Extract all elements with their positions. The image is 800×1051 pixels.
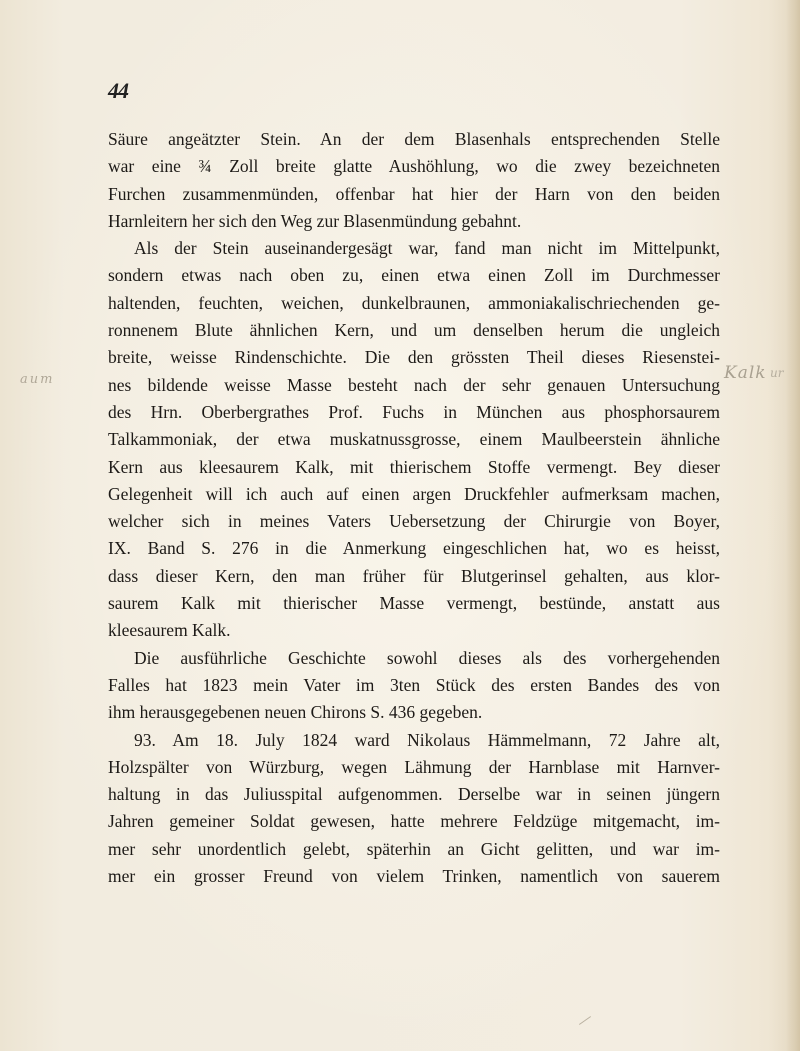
text-line: nes bildende weisse Masse besteht nach der sehr genauen Untersuchung: [108, 374, 720, 395]
text-line: ronnenem Blute ähnlichen Kern, und um denselben herum die ungleich: [108, 320, 720, 341]
text-line: Holzspälter von Würzburg, wegen Lähmung der Harnblase mit Harnver-: [108, 756, 720, 777]
body-text: [108, 126, 720, 890]
text-line: mer ein grosser Freund von vielem Trinken, namentlich von sauerem: [108, 866, 720, 887]
text-line: saurem Kalk mit thierischer Masse vermengt, bestünde, anstatt aus: [108, 593, 720, 614]
handwritten-margin-note-right-small: ur: [770, 366, 784, 380]
text-line: Talkammoniak, der etwa muskatnussgrosse, einem Maulbeerstein ähnliche: [108, 429, 720, 450]
handwritten-margin-note-right: Kalk: [724, 363, 767, 383]
text-line: breite, weisse Rindenschichte. Die den grössten Theil dieses Riesenstei-: [108, 347, 720, 368]
text-line: Furchen zusammenmünden, offenbar hat hier der Harn von den beiden: [108, 183, 720, 204]
text-line: Säure angeätzter Stein. An der dem Blasenhals entsprechenden Stelle: [108, 129, 720, 149]
page-edge-shadow: [786, 0, 800, 1051]
text-line: Als der Stein auseinandergesägt war, fand man nicht im Mittelpunkt,: [134, 238, 720, 259]
text-line: ihm herausgegebenen neuen Chirons S. 436 gegeben.: [108, 702, 483, 723]
text-line: kleesaurem Kalk.: [108, 620, 231, 641]
text-line: 93. Am 18. July 1824 ward Nikolaus Hämmelmann, 72 Jahre alt,: [134, 729, 720, 750]
pencil-mark: [579, 1016, 591, 1025]
text-line: dass dieser Kern, den man früher für Blutgerinsel gehalten, aus klor-: [108, 565, 720, 586]
text-line: haltung in das Juliusspital aufgenommen. Derselbe war in seinen jüngern: [108, 784, 720, 805]
text-line: Gelegenheit will ich auch auf einen argen Druckfehler aufmerksam machen,: [108, 483, 720, 504]
text-line: war eine ¾ Zoll breite glatte Aushöhlung, wo die zwey bezeichneten: [108, 156, 720, 177]
text-line: Jahren gemeiner Soldat gewesen, hatte mehrere Feldzüge mitgemacht, im-: [108, 811, 720, 832]
text-line: sondern etwas nach oben zu, einen etwa einen Zoll im Durchmesser: [108, 265, 720, 286]
text-line: Falles hat 1823 mein Vater im 3ten Stück des ersten Bandes des von: [108, 674, 720, 695]
text-line: welcher sich in meines Vaters Uebersetzung der Chirurgie von Boyer,: [108, 511, 720, 532]
page-number: 44: [108, 78, 128, 103]
text-line: mer sehr unordentlich gelebt, späterhin an Gicht gelitten, und war im-: [108, 838, 720, 859]
text-line: Harnleitern her sich den Weg zur Blasenmündung gebahnt.: [108, 210, 522, 231]
text-line: Die ausführliche Geschichte sowohl dieses als des vorhergehenden: [134, 647, 720, 668]
text-line: des Hrn. Oberbergrathes Prof. Fuchs in München aus phosphorsaurem: [108, 401, 720, 422]
text-line: haltenden, feuchten, weichen, dunkelbraunen, ammoniakalischriechenden ge-: [108, 292, 720, 313]
handwritten-margin-note-left: aum: [20, 372, 55, 387]
text-line: IX. Band S. 276 in die Anmerkung eingeschlichen hat, wo es heisst,: [108, 538, 720, 559]
text-line: Kern aus kleesaurem Kalk, mit thierischem Stoffe vermengt. Bey dieser: [108, 456, 720, 477]
